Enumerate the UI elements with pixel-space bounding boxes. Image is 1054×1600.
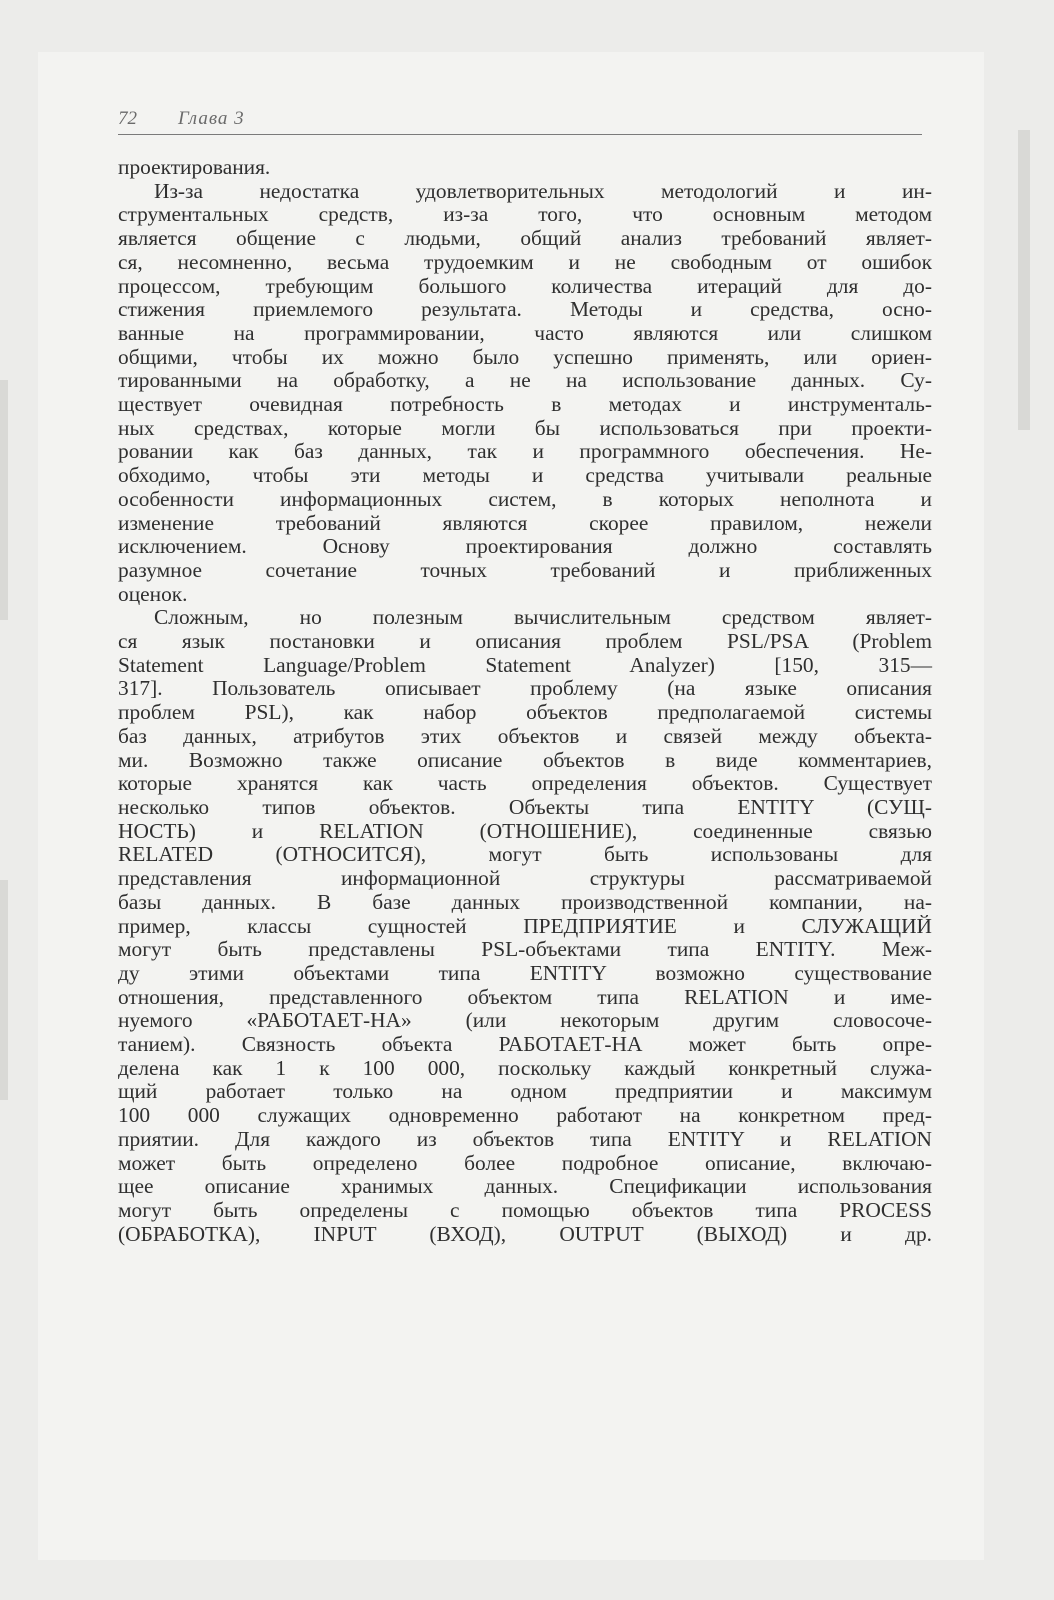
text-line: которые хранятся как часть определения объектов. Существует: [118, 771, 932, 796]
text-line: струментальных средств, из-за того, что основным методом: [118, 202, 932, 227]
text-line: несколько типов объектов. Объекты типа ENTITY (СУЩ-: [118, 794, 932, 819]
text-line: 100 000 служащих одновременно работают на конкретном пред-: [118, 1103, 932, 1128]
text-line: стижения приемлемого результата. Методы и средства, осно-: [118, 297, 932, 322]
text-line: делена как 1 к 100 000, поскольку каждый конкретный служа-: [118, 1055, 932, 1080]
text-line: разумное сочетание точных требований и приближенных: [118, 557, 932, 582]
running-header: [118, 100, 922, 135]
text-line: отношения, представленного объектом типа RELATION и име-: [118, 984, 932, 1009]
text-line: оценок.: [118, 581, 188, 606]
text-line: базы данных. В базе данных производственной компании, на-: [118, 889, 932, 914]
text-line: пример, классы сущностей ПРЕДПРИЯТИЕ и СЛУЖАЩИЙ: [118, 913, 932, 938]
text-line: проблем PSL), как набор объектов предполагаемой системы: [118, 700, 932, 725]
text-line: могут быть представлены PSL-объектами типа ENTITY. Меж-: [118, 937, 932, 962]
text-line: ровании как баз данных, так и программного обеспечения. Не-: [118, 439, 932, 464]
text-line: проектирования.: [118, 155, 271, 179]
text-line: ных средствах, которые могли бы использоваться при проекти-: [118, 415, 932, 440]
paragraph: [118, 606, 932, 1246]
text-line: представления информационной структуры рассматриваемой: [118, 866, 932, 891]
text-line: тированными на обработку, а не на использование данных. Су-: [118, 368, 932, 393]
text-line: Сложным, но полезным вычислительным средством являет-: [154, 605, 932, 630]
scan-edge-mark: [0, 380, 8, 620]
text-line: Statement Language/Problem Statement Analyzer) [150, 315—: [118, 652, 932, 677]
text-line: RELATED (ОТНОСИТСЯ), могут быть использованы для: [118, 842, 932, 867]
text-line: ся, несомненно, весьма трудоемким и не свободным от ошибок: [118, 249, 932, 274]
text-line: общими, чтобы их можно было успешно применять, или ориен-: [118, 344, 932, 369]
page-number: 72: [118, 108, 137, 129]
text-line: щее описание хранимых данных. Спецификации использования: [118, 1174, 932, 1199]
text-line: НОСТЬ) и RELATION (ОТНОШЕНИЕ), соединенные связью: [118, 818, 932, 843]
text-line: ду этими объектами типа ENTITY возможно существование: [118, 960, 932, 985]
text-line: ся язык постановки и описания проблем PSL/PSA (Problem: [118, 629, 932, 654]
text-line: процессом, требующим большого количества итераций для до-: [118, 273, 932, 298]
paragraph: [118, 180, 932, 607]
text-line: (ОБРАБОТКА), INPUT (ВХОД), OUTPUT (ВЫХОД) и др.: [118, 1221, 932, 1246]
text-line: обходимо, чтобы эти методы и средства учитывали реальные: [118, 463, 932, 488]
text-line: ми. Возможно также описание объектов в виде комментариев,: [118, 747, 932, 772]
scan-edge-mark: [1018, 130, 1030, 430]
text-line: изменение требований являются скорее правилом, нежели: [118, 510, 932, 535]
text-line: танием). Связность объекта РАБОТАЕТ-НА может быть опре-: [118, 1032, 932, 1057]
paragraph: [118, 156, 932, 180]
scan-edge-mark: [0, 880, 8, 1100]
text-line: ванные на программировании, часто являются или слишком: [118, 320, 932, 345]
text-line: Из-за недостатка удовлетворительных методологий и ин-: [154, 178, 932, 203]
text-line: исключением. Основу проектирования должно составлять: [118, 534, 932, 559]
text-line: может быть определено более подробное описание, включаю-: [118, 1150, 932, 1175]
text-line: 317]. Пользователь описывает проблему (на языке описания: [118, 676, 932, 701]
text-line: баз данных, атрибутов этих объектов и связей между объекта-: [118, 723, 932, 748]
text-line: является общение с людьми, общий анализ требований являет-: [118, 226, 932, 251]
text-line: могут быть определены с помощью объектов типа PROCESS: [118, 1197, 932, 1222]
text-line: ществует очевидная потребность в методах и инструменталь-: [118, 392, 932, 417]
text-line: щий работает только на одном предприятии и максимум: [118, 1079, 932, 1104]
text-line: приятии. Для каждого из объектов типа ENTITY и RELATION: [118, 1126, 932, 1151]
text-line: особенности информационных систем, в которых неполнота и: [118, 486, 932, 511]
chapter-title: Глава 3: [178, 108, 245, 129]
body-text: [118, 156, 932, 1246]
text-line: нуемого «РАБОТАЕТ-НА» (или некоторым другим словосоче-: [118, 1008, 932, 1033]
